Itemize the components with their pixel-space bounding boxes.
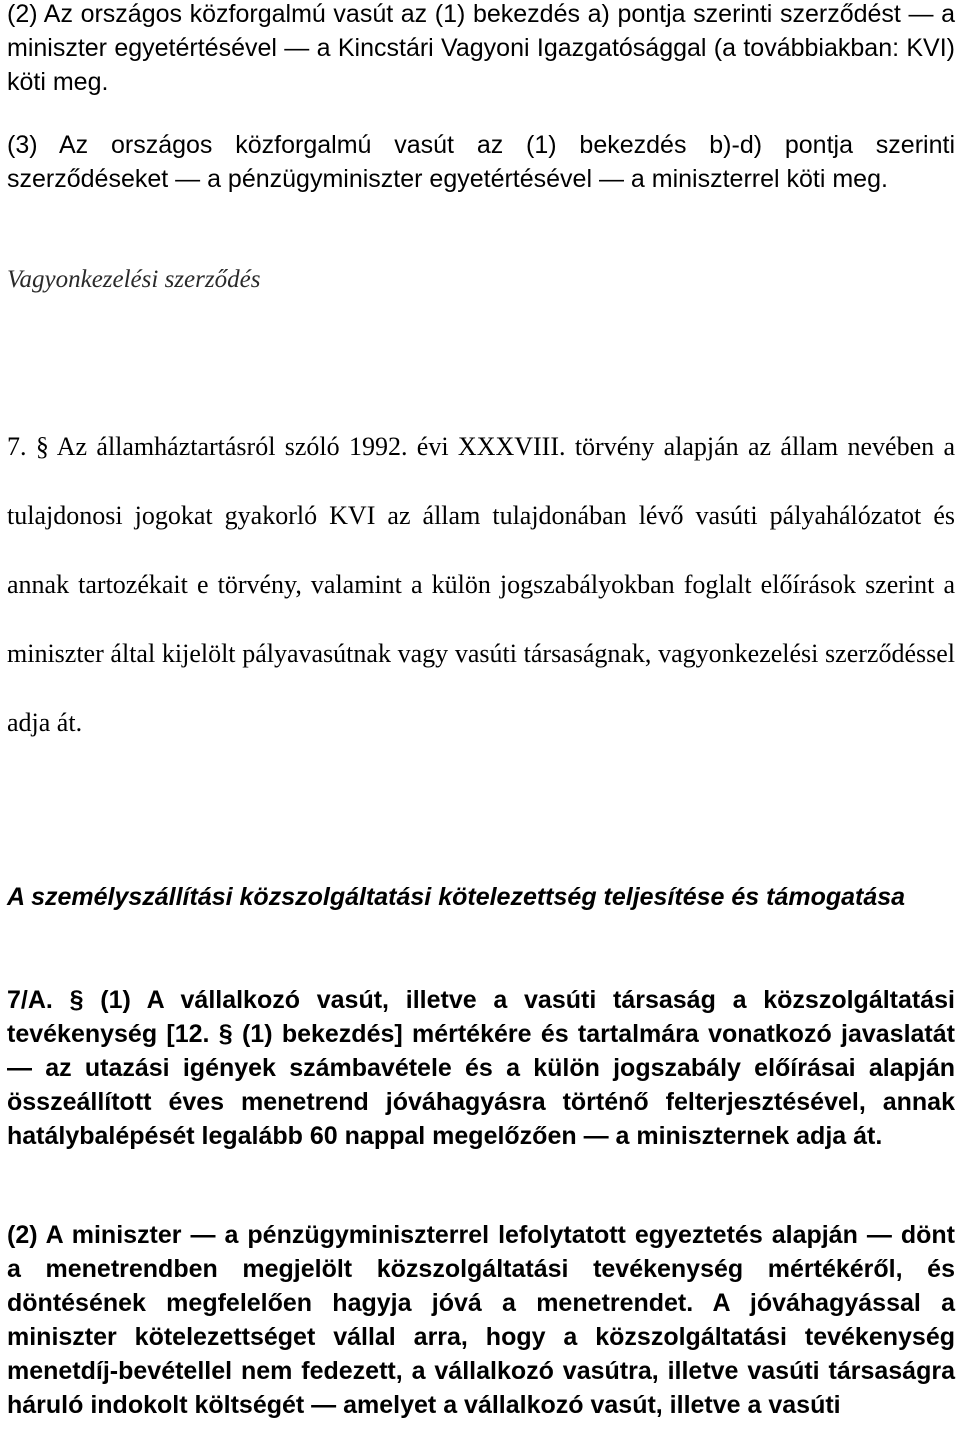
section-sign: § (35, 432, 49, 461)
section-7a-2: (2) A miniszter — a pénzügyminiszterrel lefolytatott egyeztetés alapján — dönt a menetrendben megjelölt közszolgáltatási tevékenység mértékéről, és döntésének megfelelően hagyja jóvá a menetrendet. A jóváhagyással a miniszter kötelezettséget vállal arra, hogy a közszolgáltatási tevékenység menetdíj-bevétellel nem fedezett, a vállalkozó vasútra, illetve vasúti társaságra háruló indokolt költségét — amelyet a vállalkozó vasút, illetve a vasúti (7, 1221, 955, 1419)
section-number: 7/A. (7, 986, 53, 1014)
paragraph-3: (3) Az országos közforgalmú vasút az (1) bekezdés b)-d) pontja szerinti szerződéseket — a pénzügyminiszter egyetértésével — a miniszterrel köti meg. (7, 131, 955, 193)
section-heading-vagyonkezelesi: Vagyonkezelési szerződés (7, 266, 261, 293)
paragraph-2: (2) Az országos közforgalmú vasút az (1) bekezdés a) pontja szerinti szerződést — a miniszter egyetértésével — a Kincstári Vagyoni Igazgatósággal (a továbbiakban: KVI) köti meg. (7, 0, 955, 96)
section-text: (1) bekezdés] mértékére és tartalmára vonatkozó javaslatát — az utazási igények számbavétele és a külön jogszabály előírásai alapján összeállított éves menetrend jóváhagyásra történő felterjesztésével, annak hatálybalépését legalább 60 nappal megelőzően — a miniszternek adja át. (7, 1020, 955, 1150)
section-number: 7. (7, 432, 27, 461)
section-sign: § (69, 986, 84, 1014)
section-7a-1 (7, 983, 955, 1153)
section-sign: § (218, 1020, 233, 1048)
section-heading-szemelyszallitasi: A személyszállítási közszolgáltatási kötelezettség teljesítése és támogatása (7, 883, 906, 911)
section-text: Az államháztartásról szóló 1992. évi XXXVIII. törvény alapján az állam nevében a tulajdonosi jogokat gyakorló KVI az állam tulajdonában lévő vasúti pályahálózatot és annak tartozékait e törvény, valamint a külön jogszabályokban foglalt előírások szerint a miniszter által kijelölt pályavasútnak vagy vasúti társaságnak, vagyonkezelési szerződéssel adja át. (7, 432, 955, 737)
section-7 (7, 412, 955, 757)
section-text: (1) A vállalkozó vasút, illetve a vasúti társaság a közszolgáltatási tevékenység [12. (7, 986, 955, 1048)
